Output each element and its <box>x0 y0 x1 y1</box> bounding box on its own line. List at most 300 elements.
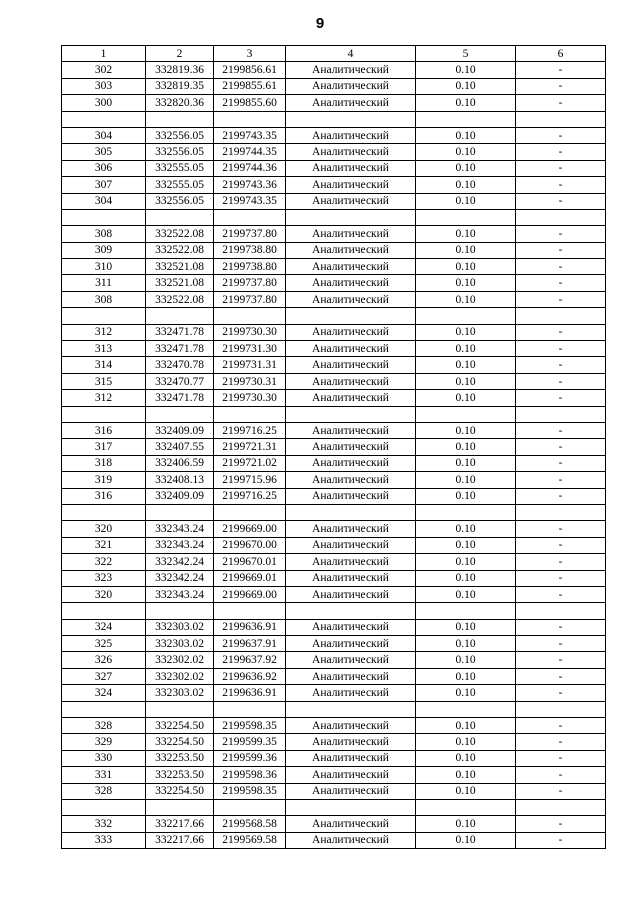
accuracy-cell: 0.10 <box>416 291 516 307</box>
empty-cell <box>416 406 516 422</box>
note-cell: - <box>516 177 606 193</box>
accuracy-cell: 0.10 <box>416 586 516 602</box>
table-row <box>62 554 606 570</box>
table-row <box>62 488 606 504</box>
coord-x-cell: 332471.78 <box>146 390 214 406</box>
accuracy-cell: 0.10 <box>416 160 516 176</box>
group-separator-row <box>62 701 606 717</box>
accuracy-cell: 0.10 <box>416 259 516 275</box>
empty-cell <box>286 799 416 815</box>
method-cell: Аналитический <box>286 472 416 488</box>
coord-y-cell: 2199737.80 <box>214 226 286 242</box>
accuracy-cell: 0.10 <box>416 95 516 111</box>
coord-y-cell: 2199715.96 <box>214 472 286 488</box>
point-number-cell: 315 <box>62 373 146 389</box>
empty-cell <box>62 504 146 520</box>
coord-y-cell: 2199738.80 <box>214 259 286 275</box>
coord-y-cell: 2199856.61 <box>214 62 286 78</box>
group-separator-row <box>62 504 606 520</box>
method-cell: Аналитический <box>286 291 416 307</box>
empty-cell <box>214 799 286 815</box>
empty-cell <box>416 701 516 717</box>
coord-x-cell: 332217.66 <box>146 816 214 832</box>
coord-x-cell: 332521.08 <box>146 275 214 291</box>
point-number-cell: 327 <box>62 668 146 684</box>
note-cell: - <box>516 78 606 94</box>
coord-y-cell: 2199669.00 <box>214 586 286 602</box>
note-cell: - <box>516 275 606 291</box>
coord-x-cell: 332522.08 <box>146 242 214 258</box>
table-row <box>62 357 606 373</box>
coord-y-cell: 2199744.35 <box>214 144 286 160</box>
coord-x-cell: 332470.77 <box>146 373 214 389</box>
table-row <box>62 177 606 193</box>
accuracy-cell: 0.10 <box>416 390 516 406</box>
note-cell: - <box>516 750 606 766</box>
empty-cell <box>214 209 286 225</box>
page-number: 9 <box>315 15 325 32</box>
table-row <box>62 95 606 111</box>
coord-y-cell: 2199743.35 <box>214 127 286 143</box>
coord-y-cell: 2199598.35 <box>214 783 286 799</box>
method-cell: Аналитический <box>286 127 416 143</box>
point-number-cell: 318 <box>62 455 146 471</box>
point-number-cell: 302 <box>62 62 146 78</box>
note-cell: - <box>516 586 606 602</box>
table-row <box>62 685 606 701</box>
point-number-cell: 312 <box>62 390 146 406</box>
point-number-cell: 305 <box>62 144 146 160</box>
point-number-cell: 325 <box>62 636 146 652</box>
table-row <box>62 668 606 684</box>
empty-cell <box>146 701 214 717</box>
point-number-cell: 324 <box>62 619 146 635</box>
method-cell: Аналитический <box>286 636 416 652</box>
table-row <box>62 127 606 143</box>
table-row <box>62 472 606 488</box>
empty-cell <box>62 111 146 127</box>
note-cell: - <box>516 193 606 209</box>
empty-cell <box>516 799 606 815</box>
note-cell: - <box>516 373 606 389</box>
empty-cell <box>516 406 606 422</box>
empty-cell <box>214 603 286 619</box>
coord-x-cell: 332254.50 <box>146 718 214 734</box>
coord-x-cell: 332409.09 <box>146 488 214 504</box>
note-cell: - <box>516 488 606 504</box>
coord-x-cell: 332521.08 <box>146 259 214 275</box>
coord-y-cell: 2199636.91 <box>214 619 286 635</box>
note-cell: - <box>516 718 606 734</box>
empty-cell <box>516 504 606 520</box>
note-cell: - <box>516 472 606 488</box>
empty-cell <box>214 701 286 717</box>
empty-cell <box>416 504 516 520</box>
empty-cell <box>146 209 214 225</box>
table-row <box>62 636 606 652</box>
table-row <box>62 226 606 242</box>
group-separator-row <box>62 406 606 422</box>
coord-y-cell: 2199721.31 <box>214 439 286 455</box>
coord-y-cell: 2199743.35 <box>214 193 286 209</box>
coord-y-cell: 2199716.25 <box>214 488 286 504</box>
point-number-cell: 317 <box>62 439 146 455</box>
empty-cell <box>286 701 416 717</box>
table-row <box>62 750 606 766</box>
method-cell: Аналитический <box>286 341 416 357</box>
coord-y-cell: 2199670.00 <box>214 537 286 553</box>
coord-y-cell: 2199737.80 <box>214 275 286 291</box>
table-row <box>62 767 606 783</box>
group-separator-row <box>62 603 606 619</box>
empty-cell <box>286 504 416 520</box>
empty-cell <box>286 308 416 324</box>
empty-cell <box>516 701 606 717</box>
group-separator-row <box>62 308 606 324</box>
coord-x-cell: 332302.02 <box>146 668 214 684</box>
empty-cell <box>416 308 516 324</box>
coord-x-cell: 332470.78 <box>146 357 214 373</box>
table-row <box>62 832 606 848</box>
accuracy-cell: 0.10 <box>416 734 516 750</box>
method-cell: Аналитический <box>286 521 416 537</box>
accuracy-cell: 0.10 <box>416 652 516 668</box>
accuracy-cell: 0.10 <box>416 341 516 357</box>
coord-x-cell: 332254.50 <box>146 734 214 750</box>
method-cell: Аналитический <box>286 816 416 832</box>
header-cell: 3 <box>214 46 286 62</box>
point-number-cell: 328 <box>62 783 146 799</box>
note-cell: - <box>516 668 606 684</box>
method-cell: Аналитический <box>286 685 416 701</box>
note-cell: - <box>516 357 606 373</box>
accuracy-cell: 0.10 <box>416 226 516 242</box>
note-cell: - <box>516 95 606 111</box>
accuracy-cell: 0.10 <box>416 767 516 783</box>
method-cell: Аналитический <box>286 177 416 193</box>
coord-y-cell: 2199738.80 <box>214 242 286 258</box>
header-cell: 1 <box>62 46 146 62</box>
point-number-cell: 308 <box>62 226 146 242</box>
group-separator-row <box>62 111 606 127</box>
table-row <box>62 586 606 602</box>
coord-y-cell: 2199669.00 <box>214 521 286 537</box>
accuracy-cell: 0.10 <box>416 750 516 766</box>
accuracy-cell: 0.10 <box>416 832 516 848</box>
empty-cell <box>62 799 146 815</box>
coord-y-cell: 2199855.60 <box>214 95 286 111</box>
note-cell: - <box>516 160 606 176</box>
accuracy-cell: 0.10 <box>416 177 516 193</box>
method-cell: Аналитический <box>286 242 416 258</box>
coord-x-cell: 332342.24 <box>146 570 214 586</box>
point-number-cell: 304 <box>62 127 146 143</box>
point-number-cell: 332 <box>62 816 146 832</box>
empty-cell <box>416 799 516 815</box>
note-cell: - <box>516 767 606 783</box>
note-cell: - <box>516 439 606 455</box>
point-number-cell: 312 <box>62 324 146 340</box>
table-row <box>62 422 606 438</box>
coord-x-cell: 332303.02 <box>146 619 214 635</box>
coord-x-cell: 332407.55 <box>146 439 214 455</box>
point-number-cell: 314 <box>62 357 146 373</box>
empty-cell <box>62 603 146 619</box>
accuracy-cell: 0.10 <box>416 439 516 455</box>
coord-y-cell: 2199636.91 <box>214 685 286 701</box>
empty-cell <box>286 209 416 225</box>
empty-cell <box>146 308 214 324</box>
coord-x-cell: 332253.50 <box>146 767 214 783</box>
note-cell: - <box>516 62 606 78</box>
table-row <box>62 390 606 406</box>
table-row <box>62 275 606 291</box>
table-row <box>62 652 606 668</box>
method-cell: Аналитический <box>286 422 416 438</box>
coord-y-cell: 2199730.31 <box>214 373 286 389</box>
point-number-cell: 316 <box>62 422 146 438</box>
method-cell: Аналитический <box>286 832 416 848</box>
accuracy-cell: 0.10 <box>416 357 516 373</box>
note-cell: - <box>516 619 606 635</box>
table-row <box>62 783 606 799</box>
method-cell: Аналитический <box>286 718 416 734</box>
empty-cell <box>146 111 214 127</box>
coord-y-cell: 2199569.58 <box>214 832 286 848</box>
empty-cell <box>286 406 416 422</box>
empty-cell <box>214 504 286 520</box>
empty-cell <box>62 701 146 717</box>
note-cell: - <box>516 537 606 553</box>
table-row <box>62 521 606 537</box>
method-cell: Аналитический <box>286 390 416 406</box>
point-number-cell: 331 <box>62 767 146 783</box>
method-cell: Аналитический <box>286 652 416 668</box>
accuracy-cell: 0.10 <box>416 62 516 78</box>
method-cell: Аналитический <box>286 570 416 586</box>
accuracy-cell: 0.10 <box>416 242 516 258</box>
point-number-cell: 303 <box>62 78 146 94</box>
method-cell: Аналитический <box>286 455 416 471</box>
method-cell: Аналитический <box>286 537 416 553</box>
accuracy-cell: 0.10 <box>416 127 516 143</box>
table-row <box>62 537 606 553</box>
coord-x-cell: 332522.08 <box>146 226 214 242</box>
accuracy-cell: 0.10 <box>416 78 516 94</box>
empty-cell <box>62 308 146 324</box>
empty-cell <box>146 603 214 619</box>
method-cell: Аналитический <box>286 357 416 373</box>
coord-y-cell: 2199855.61 <box>214 78 286 94</box>
table-row <box>62 160 606 176</box>
note-cell: - <box>516 734 606 750</box>
point-number-cell: 306 <box>62 160 146 176</box>
accuracy-cell: 0.10 <box>416 488 516 504</box>
coord-y-cell: 2199670.01 <box>214 554 286 570</box>
coord-x-cell: 332471.78 <box>146 341 214 357</box>
table-row <box>62 570 606 586</box>
note-cell: - <box>516 422 606 438</box>
coord-x-cell: 332217.66 <box>146 832 214 848</box>
note-cell: - <box>516 341 606 357</box>
group-separator-row <box>62 209 606 225</box>
method-cell: Аналитический <box>286 193 416 209</box>
accuracy-cell: 0.10 <box>416 537 516 553</box>
table-row <box>62 455 606 471</box>
coord-x-cell: 332409.09 <box>146 422 214 438</box>
point-number-cell: 320 <box>62 586 146 602</box>
method-cell: Аналитический <box>286 226 416 242</box>
header-row <box>62 46 606 62</box>
accuracy-cell: 0.10 <box>416 636 516 652</box>
point-number-cell: 324 <box>62 685 146 701</box>
accuracy-cell: 0.10 <box>416 373 516 389</box>
coord-x-cell: 332471.78 <box>146 324 214 340</box>
table-row <box>62 619 606 635</box>
accuracy-cell: 0.10 <box>416 783 516 799</box>
method-cell: Аналитический <box>286 554 416 570</box>
point-number-cell: 300 <box>62 95 146 111</box>
accuracy-cell: 0.10 <box>416 685 516 701</box>
note-cell: - <box>516 242 606 258</box>
coord-x-cell: 332556.05 <box>146 193 214 209</box>
coord-y-cell: 2199716.25 <box>214 422 286 438</box>
coord-y-cell: 2199731.31 <box>214 357 286 373</box>
method-cell: Аналитический <box>286 767 416 783</box>
empty-cell <box>146 504 214 520</box>
accuracy-cell: 0.10 <box>416 570 516 586</box>
table-row <box>62 816 606 832</box>
accuracy-cell: 0.10 <box>416 472 516 488</box>
empty-cell <box>516 603 606 619</box>
point-number-cell: 329 <box>62 734 146 750</box>
point-number-cell: 322 <box>62 554 146 570</box>
point-number-cell: 309 <box>62 242 146 258</box>
method-cell: Аналитический <box>286 586 416 602</box>
note-cell: - <box>516 226 606 242</box>
method-cell: Аналитический <box>286 160 416 176</box>
table-row <box>62 734 606 750</box>
header-cell: 5 <box>416 46 516 62</box>
coord-x-cell: 332556.05 <box>146 127 214 143</box>
coord-y-cell: 2199730.30 <box>214 324 286 340</box>
method-cell: Аналитический <box>286 144 416 160</box>
point-number-cell: 308 <box>62 291 146 307</box>
empty-cell <box>416 111 516 127</box>
accuracy-cell: 0.10 <box>416 422 516 438</box>
coord-y-cell: 2199599.36 <box>214 750 286 766</box>
method-cell: Аналитический <box>286 783 416 799</box>
method-cell: Аналитический <box>286 750 416 766</box>
coord-y-cell: 2199721.02 <box>214 455 286 471</box>
note-cell: - <box>516 652 606 668</box>
note-cell: - <box>516 324 606 340</box>
accuracy-cell: 0.10 <box>416 521 516 537</box>
point-number-cell: 323 <box>62 570 146 586</box>
table-body <box>62 62 606 849</box>
table-row <box>62 144 606 160</box>
accuracy-cell: 0.10 <box>416 816 516 832</box>
group-separator-row <box>62 799 606 815</box>
coord-x-cell: 332522.08 <box>146 291 214 307</box>
coord-x-cell: 332303.02 <box>146 636 214 652</box>
note-cell: - <box>516 832 606 848</box>
note-cell: - <box>516 685 606 701</box>
coord-y-cell: 2199636.92 <box>214 668 286 684</box>
note-cell: - <box>516 554 606 570</box>
note-cell: - <box>516 570 606 586</box>
empty-cell <box>62 209 146 225</box>
empty-cell <box>516 308 606 324</box>
table-row <box>62 62 606 78</box>
note-cell: - <box>516 783 606 799</box>
coord-y-cell: 2199637.91 <box>214 636 286 652</box>
empty-cell <box>286 603 416 619</box>
note-cell: - <box>516 291 606 307</box>
table-row <box>62 373 606 389</box>
accuracy-cell: 0.10 <box>416 324 516 340</box>
coord-x-cell: 332254.50 <box>146 783 214 799</box>
empty-cell <box>214 111 286 127</box>
method-cell: Аналитический <box>286 439 416 455</box>
coord-y-cell: 2199730.30 <box>214 390 286 406</box>
table-row <box>62 193 606 209</box>
coord-y-cell: 2199598.35 <box>214 718 286 734</box>
point-number-cell: 333 <box>62 832 146 848</box>
table-row <box>62 718 606 734</box>
coord-x-cell: 332343.24 <box>146 586 214 602</box>
point-number-cell: 330 <box>62 750 146 766</box>
method-cell: Аналитический <box>286 78 416 94</box>
table-row <box>62 439 606 455</box>
coord-x-cell: 332408.13 <box>146 472 214 488</box>
point-number-cell: 310 <box>62 259 146 275</box>
table-row <box>62 341 606 357</box>
coord-y-cell: 2199744.36 <box>214 160 286 176</box>
empty-cell <box>146 406 214 422</box>
coord-x-cell: 332555.05 <box>146 160 214 176</box>
method-cell: Аналитический <box>286 488 416 504</box>
point-number-cell: 319 <box>62 472 146 488</box>
method-cell: Аналитический <box>286 373 416 389</box>
coord-x-cell: 332302.02 <box>146 652 214 668</box>
point-number-cell: 326 <box>62 652 146 668</box>
table-row <box>62 259 606 275</box>
note-cell: - <box>516 259 606 275</box>
method-cell: Аналитический <box>286 668 416 684</box>
point-number-cell: 307 <box>62 177 146 193</box>
coord-y-cell: 2199599.35 <box>214 734 286 750</box>
coord-x-cell: 332253.50 <box>146 750 214 766</box>
coord-x-cell: 332819.35 <box>146 78 214 94</box>
empty-cell <box>516 209 606 225</box>
coord-y-cell: 2199598.36 <box>214 767 286 783</box>
accuracy-cell: 0.10 <box>416 668 516 684</box>
header-cell: 2 <box>146 46 214 62</box>
note-cell: - <box>516 127 606 143</box>
coord-y-cell: 2199637.92 <box>214 652 286 668</box>
header-cell: 6 <box>516 46 606 62</box>
accuracy-cell: 0.10 <box>416 193 516 209</box>
empty-cell <box>516 111 606 127</box>
note-cell: - <box>516 390 606 406</box>
coord-x-cell: 332406.59 <box>146 455 214 471</box>
coord-x-cell: 332819.36 <box>146 62 214 78</box>
empty-cell <box>286 111 416 127</box>
header-cell: 4 <box>286 46 416 62</box>
note-cell: - <box>516 521 606 537</box>
note-cell: - <box>516 636 606 652</box>
